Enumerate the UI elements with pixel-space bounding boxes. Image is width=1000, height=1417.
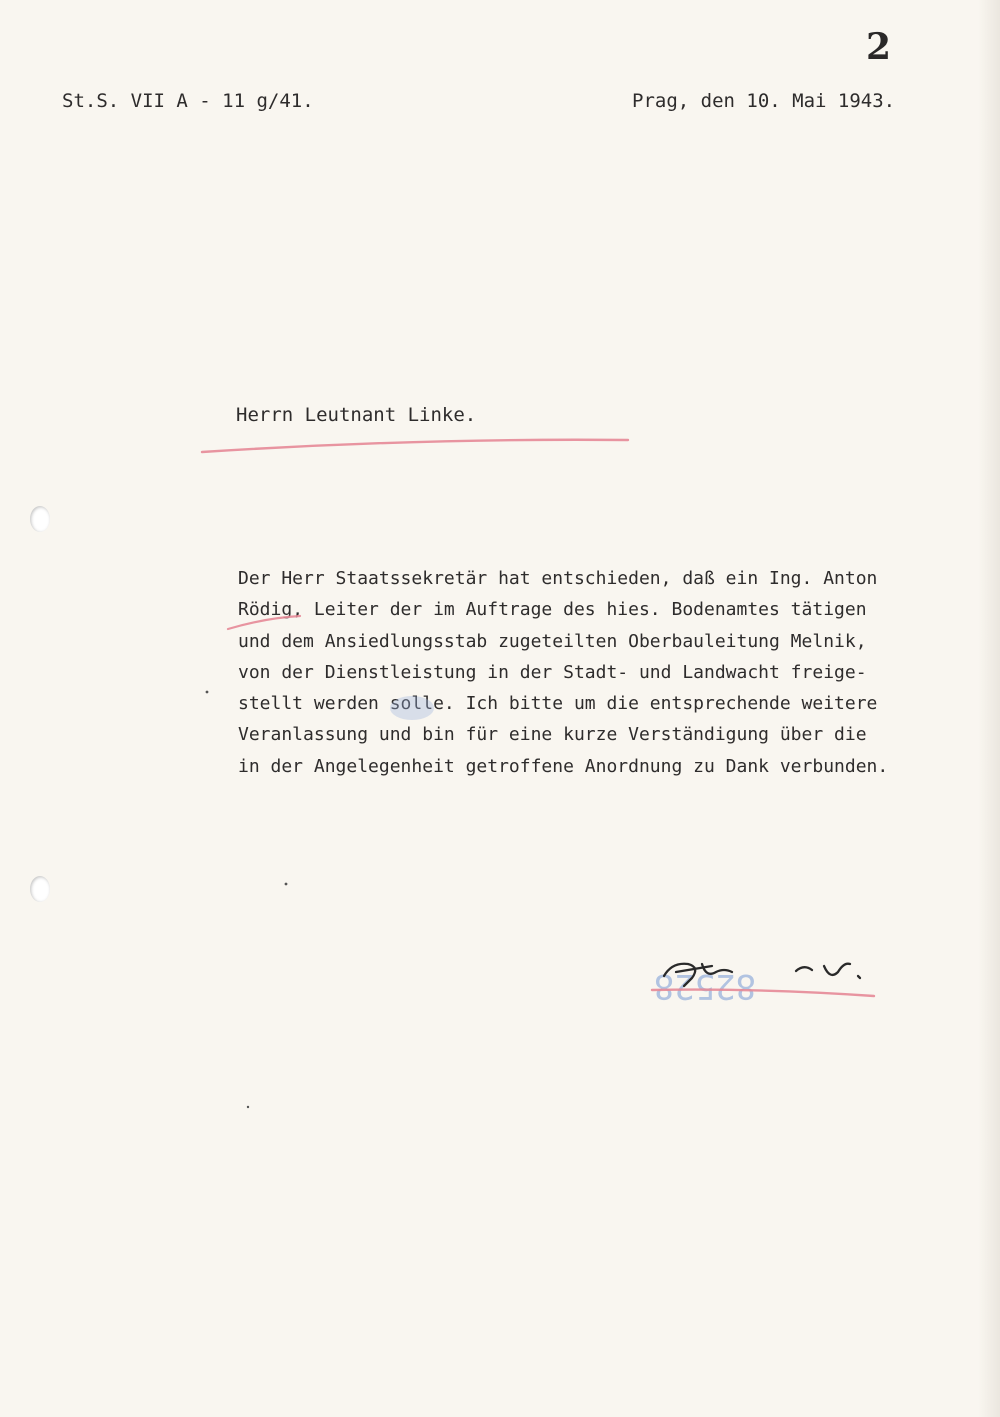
page-speck: [206, 691, 209, 694]
body-line: in der Angelegenheit getroffene Anordnung zu Dank verbunden.: [238, 755, 889, 777]
body-line: von der Dienstleistung in der Stadt- und Landwacht freige-: [238, 661, 867, 683]
signature-initials: [796, 964, 860, 978]
faded-blue-stamp: [390, 696, 434, 720]
page-speck: [247, 1106, 249, 1108]
red-pencil-underline-recipient: [202, 440, 628, 452]
page-number: 2: [866, 26, 892, 68]
body-line: stellt werden solle. Ich bitte um die entsprechende weitere: [238, 693, 878, 715]
stamped-number-text: 82528: [653, 966, 757, 1006]
date-line: Prag, den 10. Mai 1943.: [632, 90, 896, 112]
red-pencil-underline-name: [228, 616, 300, 629]
body-line: Der Herr Staatssekretär hat entschieden, daß ein Ing. Anton: [238, 568, 878, 589]
body-line: Veranlassung und bin für eine kurze Verständigung über die: [238, 724, 867, 746]
body-line: und dem Ansiedlungsstab zugeteilten Oberbauleitung Melnik,: [238, 630, 867, 652]
body-line: Rödig, Leiter der im Auftrage des hies. Bodenamtes tätigen: [238, 599, 867, 621]
reference-number: St.S. VII A - 11 g/41.: [62, 90, 314, 112]
recipient-line: Herrn Leutnant Linke.: [236, 404, 477, 426]
page-speck: [285, 883, 288, 886]
